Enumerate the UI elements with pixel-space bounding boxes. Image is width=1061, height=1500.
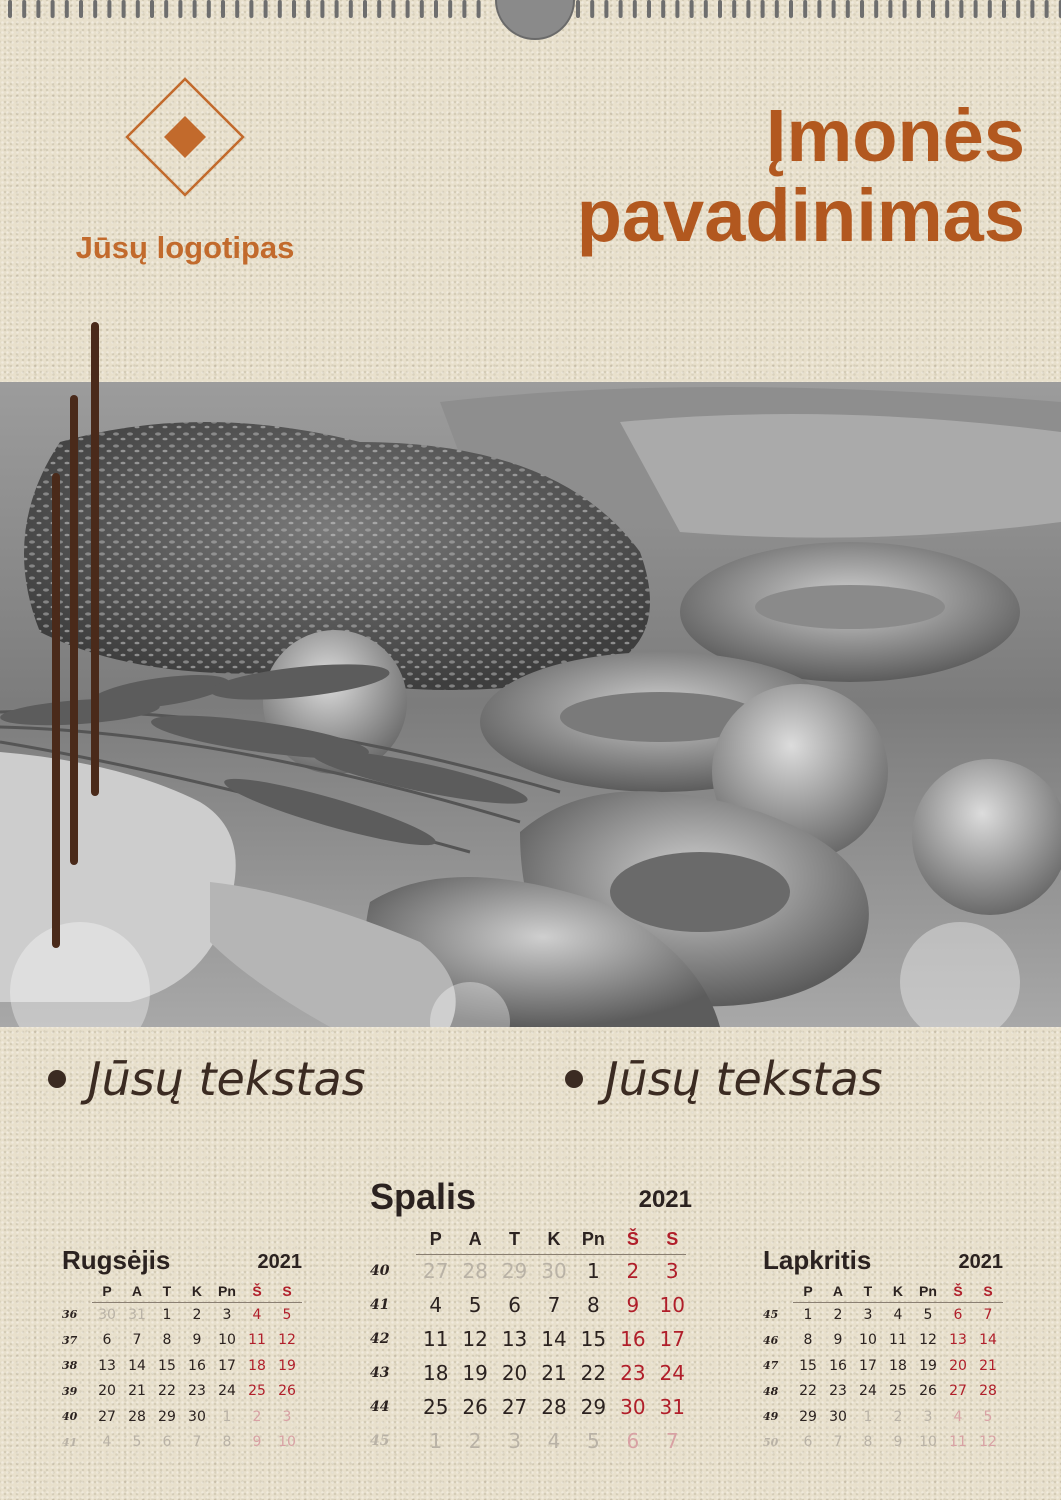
calendar-day: 6 (102, 1332, 112, 1349)
calendar-day: 7 (983, 1306, 993, 1323)
binding-ring (803, 0, 807, 18)
calendar-day: 4 (252, 1306, 262, 1323)
bullet-text-label: Jūsų tekstas (88, 1052, 366, 1106)
weekday-header: P (803, 1283, 813, 1299)
calendar-year: 2021 (638, 1186, 692, 1213)
calendar-day: 13 (98, 1357, 116, 1374)
calendar-day: 8 (803, 1332, 813, 1349)
weekday-header: Pn (218, 1283, 236, 1299)
calendar-day: 3 (282, 1408, 292, 1425)
calendar-day: 9 (252, 1434, 262, 1451)
week-number: 47 (763, 1359, 779, 1373)
calendar-day: 4 (893, 1306, 903, 1323)
binding-ring (647, 0, 651, 18)
calendar-week-row (763, 1430, 1003, 1456)
calendar-day: 23 (188, 1383, 206, 1400)
weekday-header: P (429, 1228, 442, 1249)
calendar-week-row (62, 1430, 302, 1456)
calendar-day: 6 (953, 1306, 963, 1323)
calendar-day: 1 (162, 1306, 172, 1323)
binding-ring (335, 0, 339, 18)
calendar-day: 12 (979, 1434, 997, 1451)
calendar-day: 7 (833, 1434, 843, 1451)
binding-ring (661, 0, 665, 18)
weekday-header-row (62, 1280, 302, 1302)
binding-ring (1016, 0, 1020, 18)
calendar-day: 10 (218, 1332, 236, 1349)
calendar-week-row (370, 1322, 692, 1356)
calendar-day: 30 (188, 1408, 206, 1425)
calendar-year: 2021 (958, 1251, 1003, 1273)
calendar-day: 30 (98, 1306, 116, 1323)
calendar-day: 10 (278, 1434, 296, 1451)
logo-text: Jūsų logotipas (75, 230, 295, 265)
binding-ring (477, 0, 481, 18)
binding-ring (306, 0, 310, 18)
week-number: 45 (763, 1308, 779, 1322)
week-number: 46 (763, 1333, 779, 1347)
binding-ring (292, 0, 296, 18)
calendar-day: 11 (248, 1332, 266, 1349)
calendar-day: 9 (833, 1332, 843, 1349)
bullet-text-left (48, 1052, 366, 1106)
calendar-day: 16 (829, 1357, 847, 1374)
bullet-dot-icon (565, 1070, 583, 1088)
week-number: 39 (62, 1384, 78, 1398)
binding-ring (264, 0, 268, 18)
calendar-day: 14 (128, 1357, 146, 1374)
binding-ring (434, 0, 438, 18)
calendar-day: 17 (659, 1327, 685, 1351)
calendar-week-row (62, 1353, 302, 1379)
calendar-day: 15 (799, 1357, 817, 1374)
binding-ring (675, 0, 679, 18)
calendar-day: 24 (859, 1383, 877, 1400)
binding-ring (420, 0, 424, 18)
calendar-day: 16 (620, 1327, 646, 1351)
company-name (577, 96, 1025, 256)
calendar-day: 28 (541, 1395, 567, 1419)
calendar-day: 18 (889, 1357, 907, 1374)
binding-ring (775, 0, 779, 18)
binding-ring (789, 0, 793, 18)
binding-ring (761, 0, 765, 18)
bullet-text-right (565, 1052, 883, 1106)
binding-ring (122, 0, 126, 18)
calendar-week-row (763, 1404, 1003, 1430)
weekday-header: T (509, 1228, 521, 1249)
binding-ring (888, 0, 892, 18)
calendar-week-row (370, 1288, 692, 1322)
weekday-header: S (282, 1283, 292, 1299)
weekday-header: Š (626, 1228, 639, 1249)
weekday-header: S (983, 1283, 993, 1299)
calendar-day: 13 (949, 1332, 967, 1349)
calendar-day: 21 (128, 1383, 146, 1400)
week-number: 42 (370, 1331, 390, 1347)
week-number: 41 (62, 1435, 78, 1449)
calendar-day: 1 (429, 1429, 443, 1453)
calendar-day: 8 (162, 1332, 172, 1349)
binding-ring (320, 0, 324, 18)
calendar-day: 1 (587, 1259, 600, 1283)
binding-ring (604, 0, 608, 18)
calendar-day: 31 (128, 1306, 146, 1323)
calendar-day: 17 (859, 1357, 877, 1374)
calendar-day: 23 (620, 1361, 646, 1385)
calendar-week-row (370, 1424, 692, 1458)
calendar-day: 10 (859, 1332, 877, 1349)
calendar-day: 11 (949, 1434, 967, 1451)
calendar-day: 30 (541, 1259, 567, 1283)
calendar-september (62, 1245, 302, 1460)
calendar-day: 24 (659, 1361, 685, 1385)
calendar-day: 22 (158, 1383, 176, 1400)
calendar-day: 2 (252, 1408, 262, 1425)
calendar-day: 3 (863, 1306, 873, 1323)
weekday-header: T (863, 1283, 873, 1299)
calendar-day: 3 (508, 1429, 521, 1453)
week-number: 44 (370, 1399, 390, 1415)
calendar-day: 10 (919, 1434, 937, 1451)
calendar-day: 6 (803, 1434, 813, 1451)
weekday-header: A (131, 1283, 143, 1299)
calendar-day: 30 (620, 1395, 646, 1419)
calendar-day: 6 (626, 1429, 640, 1453)
binding-ring (207, 0, 211, 18)
company-name-line2: pavadinimas (576, 174, 1025, 257)
decor-line-1 (91, 322, 99, 796)
binding-ring (576, 0, 580, 18)
weekday-header: Pn (919, 1283, 937, 1299)
calendar-day: 12 (462, 1327, 488, 1351)
binding-ring (235, 0, 239, 18)
week-number-header (763, 1280, 793, 1302)
calendar-day: 20 (501, 1361, 528, 1385)
binding-ring (221, 0, 225, 18)
calendar-day: 17 (218, 1357, 236, 1374)
binding-ring (959, 0, 963, 18)
calendar-day: 28 (979, 1383, 997, 1400)
calendar-week-row (62, 1328, 302, 1354)
calendar-day: 27 (949, 1383, 967, 1400)
binding-ring (136, 0, 140, 18)
binding-ring (903, 0, 907, 18)
calendar-day: 29 (799, 1408, 817, 1425)
weekday-header: T (162, 1283, 172, 1299)
binding-ring (690, 0, 694, 18)
weekday-header: K (191, 1283, 202, 1299)
week-number: 37 (62, 1333, 78, 1347)
binding-ring (107, 0, 111, 18)
week-number: 38 (62, 1359, 78, 1373)
weekday-header: K (547, 1228, 561, 1249)
calendar-day: 2 (468, 1429, 482, 1453)
binding-ring (36, 0, 40, 18)
binding-ring (718, 0, 722, 18)
calendar-day: 1 (222, 1408, 232, 1425)
calendar-day: 26 (919, 1383, 937, 1400)
calendar-week-row (763, 1302, 1003, 1328)
calendar-day: 27 (501, 1395, 528, 1419)
calendar-day: 19 (462, 1361, 488, 1385)
calendar-day: 4 (429, 1293, 443, 1317)
calendar-year: 2021 (257, 1251, 302, 1273)
binding-ring (406, 0, 410, 18)
calendar-day: 12 (278, 1332, 296, 1349)
calendar-grid (370, 1224, 692, 1458)
calendar-day: 23 (829, 1383, 847, 1400)
calendar-grid (62, 1280, 302, 1455)
calendar-day: 4 (953, 1408, 963, 1425)
calendar-day: 6 (162, 1434, 172, 1451)
calendar-day: 19 (919, 1357, 937, 1374)
calendar-day: 31 (659, 1395, 685, 1419)
binding-ring (1002, 0, 1006, 18)
week-number: 36 (62, 1308, 78, 1322)
calendar-week-row (370, 1390, 692, 1424)
binding-ring (860, 0, 864, 18)
calendar-day: 20 (949, 1357, 967, 1374)
calendar-day: 9 (893, 1434, 903, 1451)
binding-ring (945, 0, 949, 18)
binding-ring (51, 0, 55, 18)
bullet-dot-icon (48, 1070, 66, 1088)
weekday-header: A (832, 1283, 844, 1299)
week-number: 48 (763, 1384, 779, 1398)
calendar-day: 10 (659, 1293, 685, 1317)
binding-ring (1045, 0, 1049, 18)
calendar-week-row (763, 1379, 1003, 1405)
bullet-text-label: Jūsų tekstas (605, 1052, 883, 1106)
weekday-header: S (666, 1228, 679, 1249)
binding-ring (391, 0, 395, 18)
calendar-day: 3 (923, 1408, 933, 1425)
calendar-november (763, 1245, 1003, 1460)
calendar-day: 9 (192, 1332, 202, 1349)
binding-ring (832, 0, 836, 18)
calendar-month-title: Lapkritis (763, 1245, 872, 1275)
binding-ring (974, 0, 978, 18)
company-name-line1: Įmonės (765, 94, 1025, 177)
calendar-week-row (62, 1302, 302, 1328)
calendar-day: 29 (501, 1259, 528, 1283)
binding-ring (65, 0, 69, 18)
binding-ring (150, 0, 154, 18)
calendar-day: 14 (541, 1327, 567, 1351)
weekday-header-row (370, 1224, 692, 1254)
calendar-day: 2 (833, 1306, 843, 1323)
header-divider (416, 1254, 686, 1255)
calendar-day: 2 (893, 1408, 903, 1425)
bread-photo (0, 382, 1061, 1027)
binding-ring (746, 0, 750, 18)
binding-ring (704, 0, 708, 18)
calendar-day: 6 (508, 1293, 521, 1317)
week-number: 43 (370, 1365, 390, 1381)
weekday-header: P (102, 1283, 112, 1299)
calendar-day: 5 (587, 1429, 600, 1453)
weekday-header: Š (953, 1283, 963, 1299)
binding-ring (1030, 0, 1034, 18)
calendar-day: 15 (580, 1327, 607, 1351)
calendar-day: 5 (468, 1293, 482, 1317)
hanger-hole (495, 0, 575, 40)
calendar-day: 4 (547, 1429, 561, 1453)
calendar-day: 20 (98, 1383, 116, 1400)
weekday-header: Pn (581, 1228, 605, 1249)
calendar-day: 8 (863, 1434, 873, 1451)
calendar-day: 21 (541, 1361, 567, 1385)
binding-ring (249, 0, 253, 18)
binding-ring (93, 0, 97, 18)
calendar-week-row (370, 1356, 692, 1390)
decor-line-3 (52, 473, 60, 948)
calendar-day: 3 (222, 1306, 232, 1323)
calendar-week-row (763, 1328, 1003, 1354)
calendar-day: 2 (192, 1306, 202, 1323)
calendar-day: 22 (580, 1361, 607, 1385)
calendar-day: 4 (102, 1434, 112, 1451)
calendar-day: 27 (98, 1408, 116, 1425)
calendar-day: 26 (462, 1395, 488, 1419)
binding-ring (79, 0, 83, 18)
calendar-day: 8 (587, 1293, 600, 1317)
calendar-day: 5 (983, 1408, 993, 1425)
calendar-day: 25 (248, 1383, 266, 1400)
calendar-day: 27 (422, 1259, 449, 1283)
calendar-day: 5 (923, 1306, 933, 1323)
decor-line-2 (70, 395, 78, 865)
calendar-day: 21 (979, 1357, 997, 1374)
calendar-day: 14 (979, 1332, 997, 1349)
calendar-week-row (763, 1353, 1003, 1379)
calendar-day: 11 (889, 1332, 907, 1349)
calendar-day: 15 (158, 1357, 176, 1374)
binding-ring (377, 0, 381, 18)
calendar-week-row (62, 1379, 302, 1405)
calendar-day: 18 (422, 1361, 449, 1385)
calendar-month-title: Rugsėjis (62, 1245, 171, 1275)
week-number: 41 (370, 1297, 390, 1313)
header-divider (793, 1302, 1003, 1303)
calendar-day: 8 (222, 1434, 232, 1451)
week-number: 49 (763, 1410, 779, 1424)
week-number: 40 (62, 1410, 78, 1424)
binding-ring (931, 0, 935, 18)
calendar-day: 28 (128, 1408, 146, 1425)
binding-ring (462, 0, 466, 18)
calendar-day: 7 (132, 1332, 142, 1349)
calendar-day: 22 (799, 1383, 817, 1400)
calendar-day: 19 (278, 1357, 296, 1374)
calendar-day: 13 (501, 1327, 528, 1351)
calendar-day: 12 (919, 1332, 937, 1349)
calendar-day: 5 (282, 1306, 292, 1323)
binding-ring (846, 0, 850, 18)
binding-ring (874, 0, 878, 18)
calendar-day: 1 (803, 1306, 813, 1323)
binding-ring (619, 0, 623, 18)
binding-ring (988, 0, 992, 18)
binding-ring (363, 0, 367, 18)
calendar-day: 29 (580, 1395, 607, 1419)
calendar-day: 29 (158, 1408, 176, 1425)
logo-diamond-icon (124, 76, 246, 198)
weekday-header-row (763, 1280, 1003, 1302)
weekday-header: A (468, 1228, 482, 1249)
binding-ring (193, 0, 197, 18)
header-divider (92, 1302, 302, 1303)
calendar-october (370, 1176, 692, 1466)
week-number: 45 (370, 1433, 390, 1449)
binding-ring (917, 0, 921, 18)
calendar-day: 28 (462, 1259, 488, 1283)
calendar-day: 25 (422, 1395, 449, 1419)
calendar-day: 7 (665, 1429, 679, 1453)
binding-ring (633, 0, 637, 18)
calendar-day: 5 (132, 1434, 142, 1451)
calendar-day: 2 (626, 1259, 640, 1283)
calendar-week-row (62, 1404, 302, 1430)
calendar-day: 3 (665, 1259, 679, 1283)
calendar-month-title: Spalis (370, 1176, 477, 1217)
week-number: 40 (370, 1263, 390, 1279)
calendar-day: 7 (547, 1293, 561, 1317)
calendar-day: 11 (422, 1327, 449, 1351)
binding-ring (22, 0, 26, 18)
week-number-header (62, 1280, 92, 1302)
binding-ring (448, 0, 452, 18)
calendar-day: 1 (863, 1408, 873, 1425)
binding-ring (278, 0, 282, 18)
binding-ring (590, 0, 594, 18)
weekday-header: K (892, 1283, 903, 1299)
calendar-grid (763, 1280, 1003, 1455)
week-number: 50 (763, 1435, 779, 1449)
week-number-header (370, 1224, 416, 1254)
calendar-week-row (370, 1254, 692, 1288)
binding-ring (8, 0, 12, 18)
calendar-day: 25 (889, 1383, 907, 1400)
calendar-day: 26 (278, 1383, 296, 1400)
binding-ring (732, 0, 736, 18)
calendar-day: 18 (248, 1357, 266, 1374)
calendar-day: 7 (192, 1434, 202, 1451)
calendar-day: 16 (188, 1357, 206, 1374)
calendar-day: 24 (218, 1383, 236, 1400)
binding-ring (164, 0, 168, 18)
binding-ring (349, 0, 353, 18)
calendar-day: 30 (829, 1408, 847, 1425)
calendar-day: 9 (626, 1293, 640, 1317)
binding-ring (817, 0, 821, 18)
weekday-header: Š (252, 1283, 262, 1299)
binding-ring (178, 0, 182, 18)
